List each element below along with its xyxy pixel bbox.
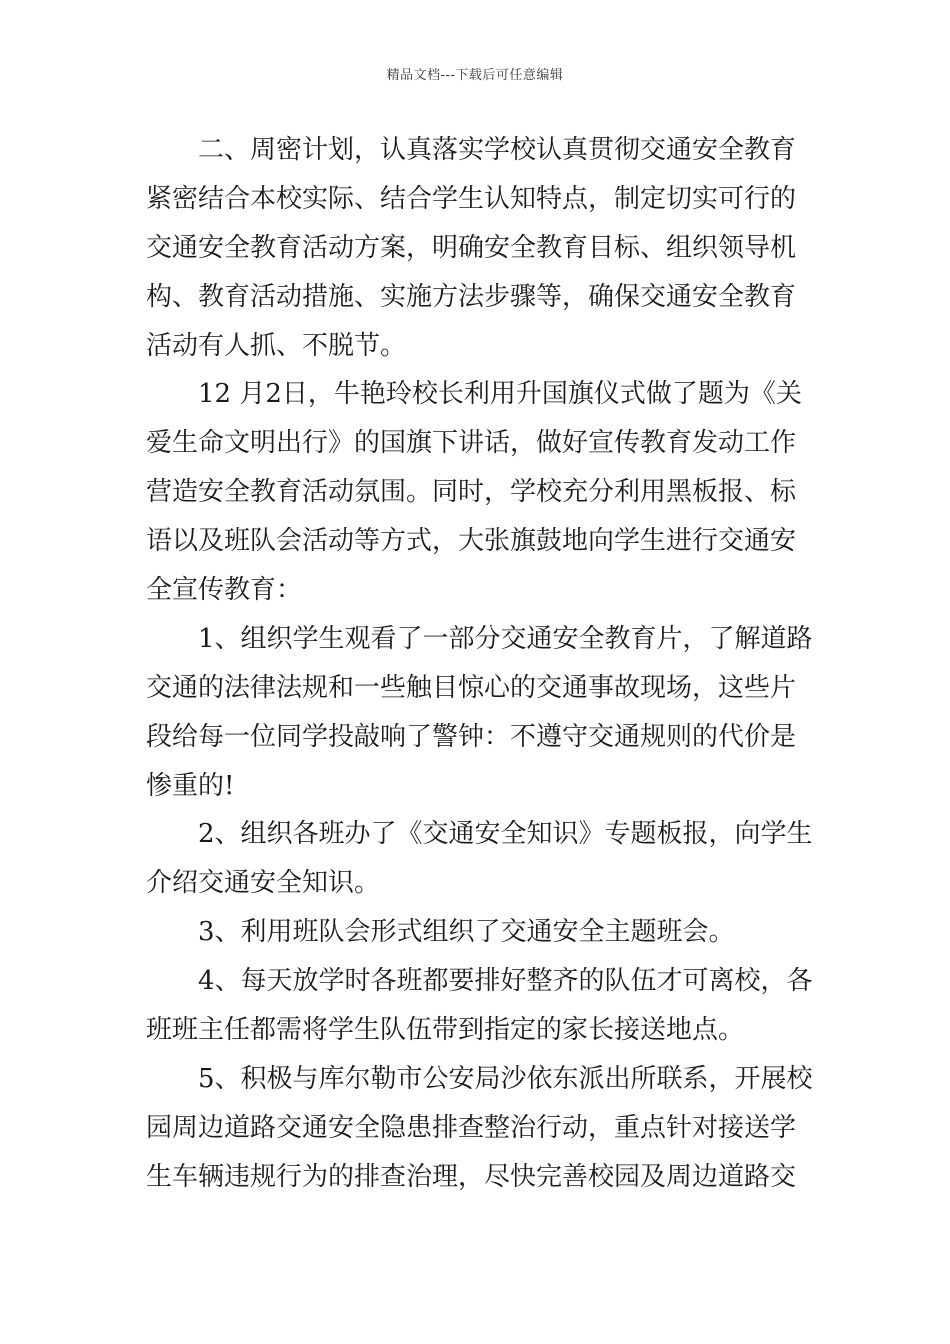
- paragraph-line: 班班主任都需将学生队伍带到指定的家长接送地点。: [146, 1015, 745, 1046]
- paragraph-line: 2、组织各班办了《交通安全知识》专题板报，向学生: [198, 819, 813, 850]
- paragraph-line: 5、积极与库尔勒市公安局沙依东派出所联系，开展校: [198, 1063, 813, 1094]
- document-body: [146, 126, 813, 1202]
- paragraph-line: 营造安全教育活动氛围。同时，学校充分利用黑板报、标: [146, 477, 797, 508]
- paragraph-line: 园周边道路交通安全隐患排查整治行动，重点针对接送学: [146, 1112, 797, 1143]
- page-header: 精品文档---下载后可任意编辑: [386, 68, 564, 83]
- paragraph-line: 语以及班队会活动等方式，大张旗鼓地向学生进行交通安: [146, 526, 797, 557]
- paragraph-line: 构、教育活动措施、实施方法步骤等，确保交通安全教育: [146, 281, 797, 312]
- paragraph-line: 交通的法律法规和一些触目惊心的交通事故现场，这些片: [146, 672, 797, 703]
- paragraph-line: 全宣传教育：: [146, 575, 303, 606]
- paragraph-line: 二、周密计划，认真落实学校认真贯彻交通安全教育: [198, 135, 797, 165]
- paragraph-line: 惨重的!: [146, 770, 235, 801]
- paragraph-line: 活动有人抓、不脱节。: [146, 330, 407, 361]
- paragraph-line: 12 月2日，牛艳玲校长利用升国旗仪式做了题为《关: [198, 379, 802, 410]
- paragraph-line: 交通安全教育活动方案，明确安全教育目标、组织领导机: [146, 232, 797, 263]
- paragraph-line: 生车辆违规行为的排查治理，尽快完善校园及周边道路交: [146, 1161, 797, 1192]
- paragraph-line: 介绍交通安全知识。: [146, 868, 381, 899]
- paragraph-line: 紧密结合本校实际、结合学生认知特点，制定切实可行的: [146, 183, 797, 214]
- paragraph-line: 段给每一位同学投敲响了警钟：不遵守交通规则的代价是: [146, 721, 797, 752]
- paragraph-line: 1、组织学生观看了一部分交通安全教育片，了解道路: [198, 623, 813, 654]
- paragraph-line: 4、每天放学时各班都要排好整齐的队伍才可离校，各: [198, 966, 813, 997]
- paragraph-line: 3、利用班队会形式组织了交通安全主题班会。: [198, 917, 735, 948]
- paragraph-line: 爱生命文明出行》的国旗下讲话，做好宣传教育发动工作: [146, 428, 797, 459]
